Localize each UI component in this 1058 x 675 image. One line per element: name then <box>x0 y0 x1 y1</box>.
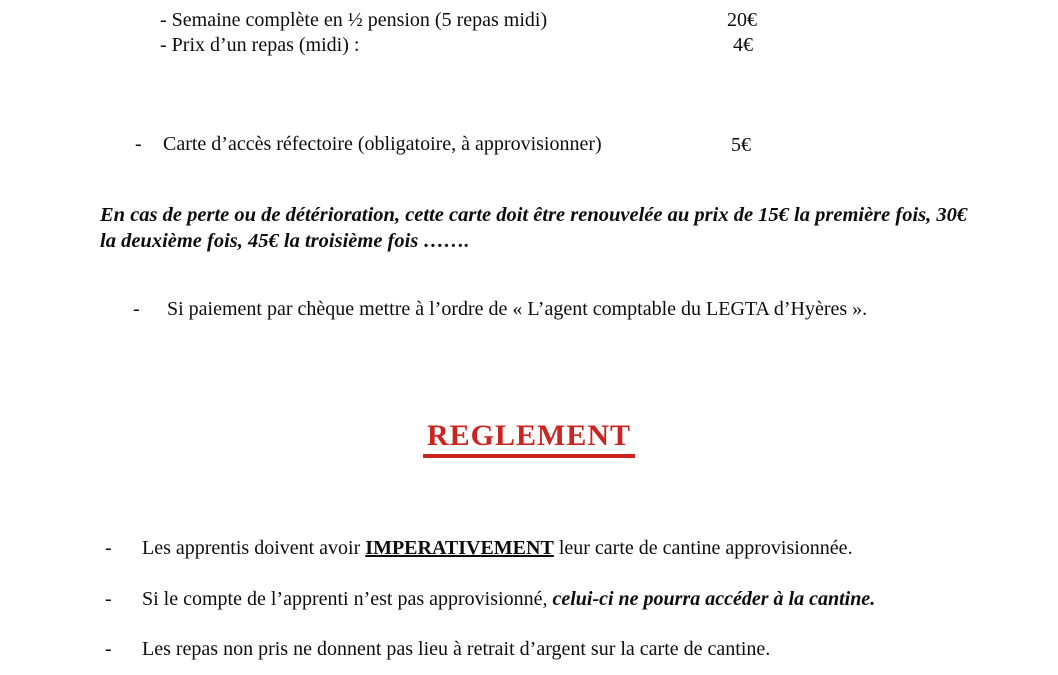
rule2-line <box>142 587 875 612</box>
rule1-imperativement: IMPERATIVEMENT <box>365 537 554 559</box>
reglement-heading-row <box>0 419 1058 458</box>
rule2-emphasis: celui-ci ne pourra accéder à la cantine. <box>552 588 876 610</box>
card-loss-note: En cas de perte ou de détérioration, cette carte doit être renouvelée au prix de 15€ la première fois, 30€ la deuxième fois, 45€ la troisième fois ……. <box>100 204 968 252</box>
pricing-price-semaine: 20€ <box>727 9 757 31</box>
pricing-line-carte: Carte d’accès réfectoire (obligatoire, à approvisionner) <box>163 133 602 155</box>
rule1-line <box>142 536 853 561</box>
pricing-price-repas: 4€ <box>733 34 753 56</box>
rule2-dash: - <box>105 588 112 610</box>
reglement-heading: REGLEMENT <box>423 419 635 458</box>
pricing-line-semaine: - Semaine complète en ½ pension (5 repas midi) <box>160 9 548 31</box>
rule1-dash: - <box>105 537 112 559</box>
payment-line: Si paiement par chèque mettre à l’ordre de « L’agent comptable du LEGTA d’Hyères ». <box>167 298 868 320</box>
rule3-line: Les repas non pris ne donnent pas lieu à retrait d’argent sur la carte de cantine. <box>142 638 771 660</box>
rule1-post: leur carte de cantine approvisionnée. <box>553 537 853 559</box>
rule1-pre: Les apprentis doivent avoir <box>142 537 366 559</box>
card-line-dash: - <box>135 133 142 155</box>
payment-line-dash: - <box>133 298 140 320</box>
rule3-dash: - <box>105 638 112 660</box>
pricing-price-carte: 5€ <box>731 134 751 156</box>
pricing-line-repas: - Prix d’un repas (midi) : <box>160 34 360 56</box>
rule2-pre: Si le compte de l’apprenti n’est pas approvisionné, <box>142 588 553 610</box>
